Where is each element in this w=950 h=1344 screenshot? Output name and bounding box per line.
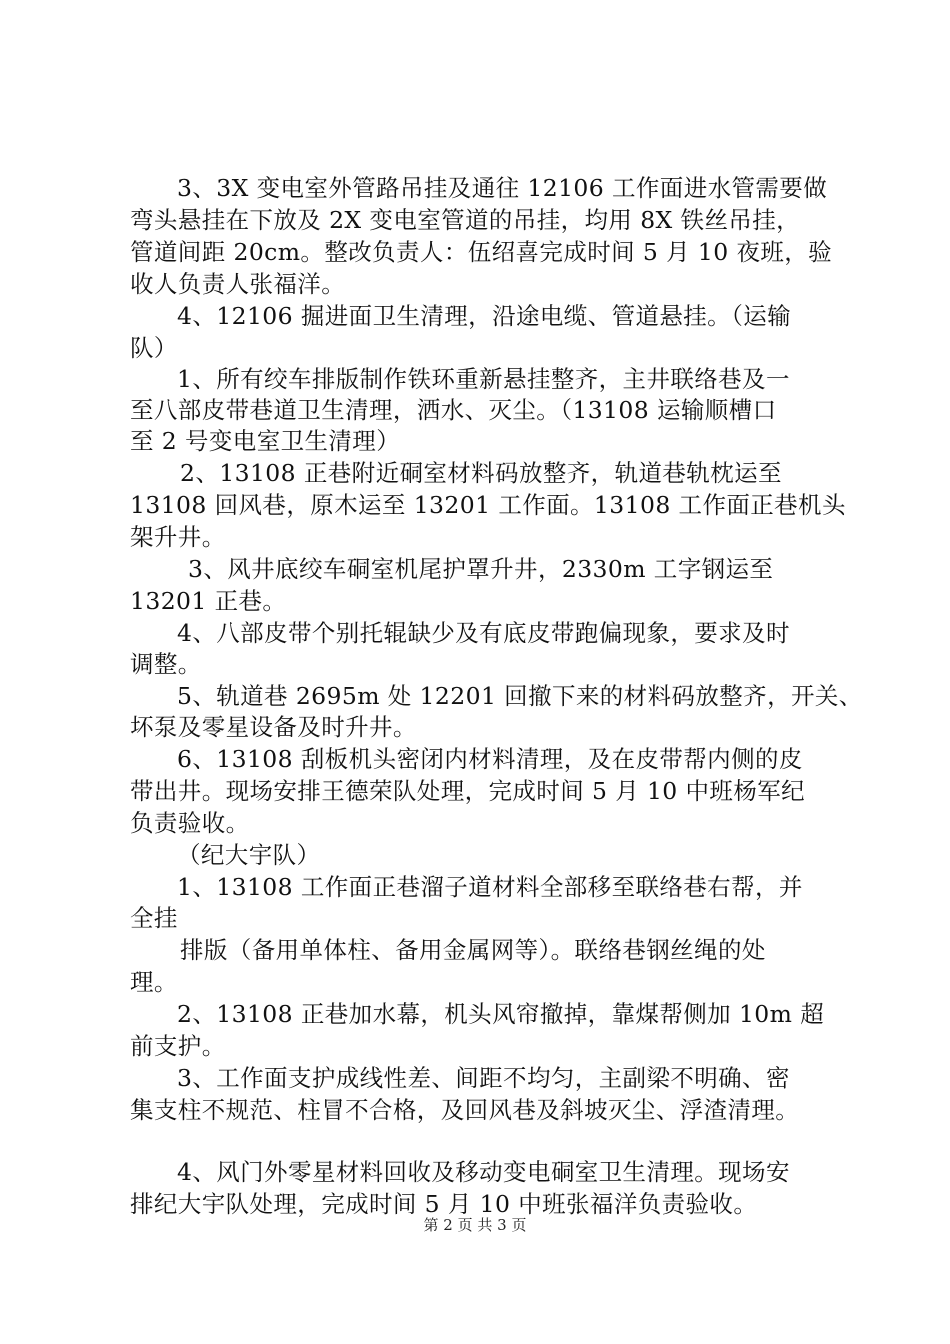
text-line: 前支护。	[130, 1032, 226, 1060]
text-line: 1、所有绞车排版制作铁环重新悬挂整齐，主井联络巷及一	[177, 365, 790, 393]
text-line: 负责验收。	[130, 809, 250, 837]
text-line: 3、工作面支护成线性差、间距不均匀，主副梁不明确、密	[177, 1064, 790, 1092]
text-line: 至 2 号变电室卫生清理）	[130, 427, 401, 455]
text-line: 架升井。	[130, 523, 226, 551]
text-line: 排纪大宇队处理，完成时间 5 月 10 中班张福洋负责验收。	[130, 1190, 758, 1218]
text-line: 1、13108 工作面正巷溜子道材料全部移至联络巷右帮，并	[177, 873, 803, 901]
text-line: 13201 正巷。	[130, 587, 287, 615]
text-line: 管道间距 20cm。整改负责人：伍绍喜完成时间 5 月 10 夜班，验	[130, 238, 833, 266]
text-line: 至八部皮带巷道卫生清理，洒水、灭尘。（13108 运输顺槽口	[130, 396, 777, 424]
page-number-footer: 第 2 页 共 3 页	[423, 1216, 527, 1234]
text-line: 弯头悬挂在下放及 2X 变电室管道的吊挂，均用 8X 铁丝吊挂，	[130, 206, 801, 234]
text-line: 5、轨道巷 2695m 处 12201 回撤下来的材料码放整齐，开关、	[177, 682, 863, 710]
text-line: 3、风井底绞车硐室机尾护罩升井，2330m 工字钢运至	[188, 555, 774, 583]
text-line: 收人负责人张福洋。	[130, 270, 346, 298]
text-line: 带出井。现场安排王德荣队处理，完成时间 5 月 10 中班杨军纪	[130, 777, 806, 805]
text-line: 坏泵及零星设备及时升井。	[130, 713, 417, 741]
text-line: 排版（备用单体柱、备用金属网等）。联络巷钢丝绳的处	[180, 936, 766, 964]
text-line: 2、13108 正巷加水幕，机头风帘撤掉，靠煤帮侧加 10m 超	[177, 1000, 825, 1028]
text-line: 调整。	[130, 650, 202, 678]
text-line: 4、12106 掘进面卫生清理，沿途电缆、管道悬挂。（运输	[177, 302, 792, 330]
text-line: 13108 回风巷，原木运至 13201 工作面。13108 工作面正巷机头	[130, 491, 846, 519]
text-line: 4、风门外零星材料回收及移动变电硐室卫生清理。现场安	[177, 1158, 790, 1186]
text-line: 4、八部皮带个别托辊缺少及有底皮带跑偏现象，要求及时	[177, 619, 790, 647]
text-line: 全挂	[130, 904, 178, 932]
text-line: 理。	[130, 968, 178, 996]
text-line: 集支柱不规范、柱冒不合格，及回风巷及斜坡灭尘、浮渣清理。	[130, 1096, 800, 1124]
text-line: 3、3X 变电室外管路吊挂及通往 12106 工作面进水管需要做	[177, 174, 828, 202]
text-line: 队）	[130, 334, 178, 362]
text-line: 6、13108 刮板机头密闭内材料清理，及在皮带帮内侧的皮	[177, 745, 803, 773]
text-line: 2、13108 正巷附近硐室材料码放整齐，轨道巷轨枕运至	[180, 459, 782, 487]
text-line: （纪大宇队）	[177, 841, 321, 869]
